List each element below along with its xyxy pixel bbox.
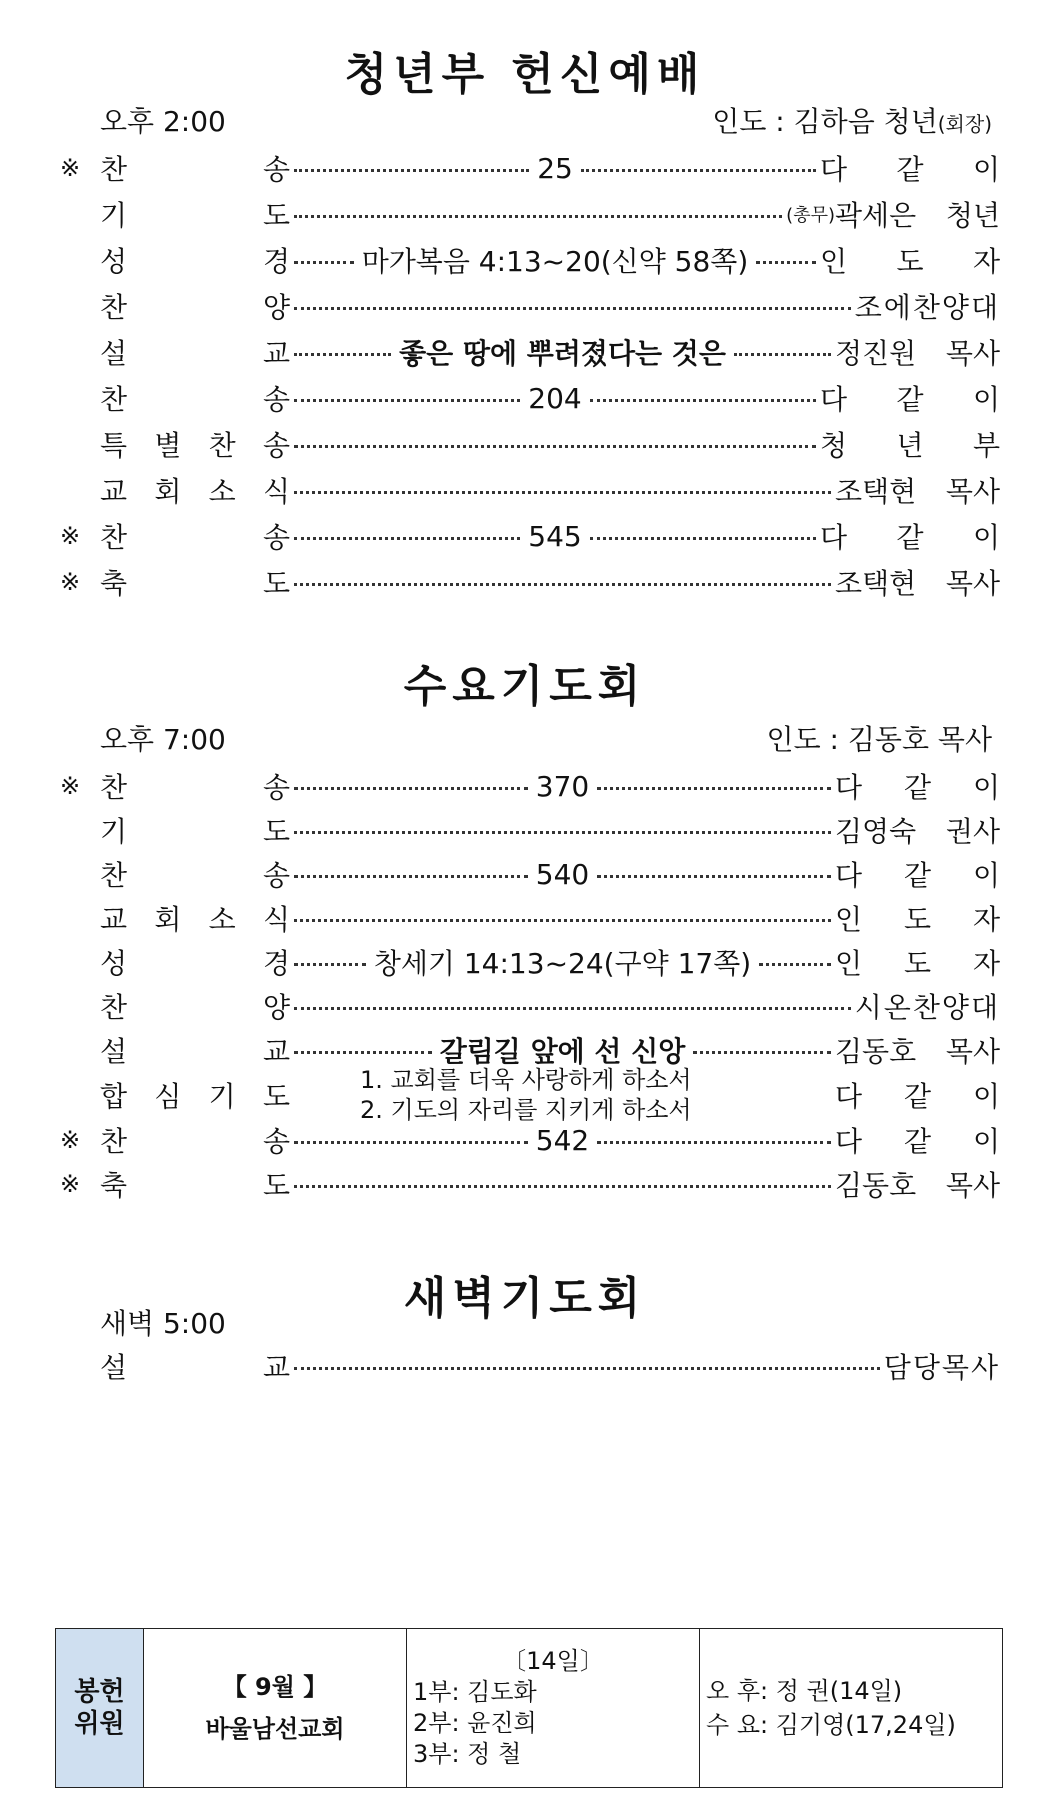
dot-leader [294,307,851,310]
offering-other-cell [700,1629,1003,1788]
order-leader-line [290,1183,835,1186]
dot-leader [294,919,831,922]
order-person [835,1120,1000,1160]
dot-leader [294,1051,432,1054]
order-person [835,942,1000,982]
order-person-part: 다 [835,1080,863,1113]
order-person-part: 담당목사 [883,1351,1000,1384]
order-label-char: 심 [154,1080,182,1113]
order-person [820,516,1000,556]
order-label-char: 설 [100,1351,128,1384]
order-label-char: 합 [100,1080,128,1113]
order-leader-line [290,942,835,982]
order-label-char: 경 [262,947,290,980]
order-leader-line [290,917,835,920]
order-person-part: 정진원 [835,337,917,370]
order-person-part: 도 [903,903,932,936]
order-row [60,1164,1000,1204]
offering-date-header: 〔14일〕 [502,1647,604,1675]
dot-leader [590,399,816,402]
unison-prayer-row [60,1062,1000,1128]
order-leader-line [290,305,855,308]
order-label [100,516,290,556]
youth-service-time: 오후 2:00 [100,105,226,138]
order-label-char: 송 [262,1125,290,1158]
order-content: 25 [537,151,573,185]
order-person-part: 자 [972,245,1000,278]
mark-symbol: ※ [60,1126,81,1154]
order-label [100,286,290,326]
order-content: 갈림길 앞에 선 신앙 [439,1035,686,1068]
order-label-char: 식 [262,903,290,936]
order-label [100,1346,290,1386]
order-label [100,986,290,1026]
leader-text: 인도 : 김하음 청년 [712,105,938,138]
order-label-char: 성 [100,947,128,980]
order-person [835,1164,1000,1204]
dot-leader [734,353,831,356]
order-label [100,378,290,418]
order-leader-line [290,581,835,584]
dot-leader [294,583,831,586]
order-person-part: 조택현 [835,567,917,600]
order-person-part: 이 [972,771,1000,804]
prayer-topics [290,1065,835,1125]
order-leader-line [290,332,835,372]
order-person-part: 다 [820,521,848,554]
mark-symbol: ※ [60,154,81,182]
order-person-part: 자 [972,947,1000,980]
youth-service-leader [712,100,992,140]
order-label [100,424,290,464]
order-person-part: 년 [896,429,924,462]
order-person [820,240,1000,280]
order-row [60,470,1000,510]
order-label-char: 설 [100,1035,128,1068]
order-row [60,1346,1000,1386]
order-person [855,286,1000,326]
order-row [60,194,1000,234]
dot-leader [294,445,816,448]
order-row [60,148,1000,188]
order-person-part: 자 [972,903,1000,936]
dot-leader [294,1185,831,1188]
prayer-topic: 2. 기도의 자리를 지키게 하소서 [360,1096,692,1124]
order-content: 좋은 땅에 뿌려졌다는 것은 [399,337,726,370]
order-label-char: 경 [262,245,290,278]
order-person-part: 목사 [945,1169,1000,1202]
mark-symbol: ※ [60,1170,81,1198]
order-content: 542 [535,1123,590,1157]
order-label-char: 축 [100,1169,128,1202]
order-person-part: 조택현 [835,475,917,508]
order-leader-line [290,152,820,185]
offering-church-group: 바울남선교회 [205,1715,345,1743]
order-label [100,562,290,602]
order-person [835,854,1000,894]
dot-leader [294,875,528,878]
order-person [835,332,1000,372]
dot-leader [294,1007,851,1010]
order-person-part: 이 [972,859,1000,892]
order-label-char: 설 [100,337,128,370]
dot-leader [756,261,816,264]
order-person-part: 다 [820,153,848,186]
dot-leader [294,261,354,264]
order-label-char: 성 [100,245,128,278]
order-label-char: 도 [262,815,290,848]
order-label-char: 기 [208,1080,236,1113]
order-person-part: 김동호 [835,1169,917,1202]
order-label-char: 회 [154,903,182,936]
order-label-char: 식 [262,475,290,508]
order-label [100,1164,290,1204]
order-person [884,1346,1000,1386]
dot-leader [294,1367,880,1370]
order-label-char: 송 [262,153,290,186]
person-prefix: (총무) [786,205,835,226]
order-leader-line [290,770,835,803]
offering-wednesday: 수 요: 김기영(17,24일) [706,1711,956,1739]
order-person-part: 같 [903,771,932,804]
offering-afternoon: 오 후: 정 권(14일) [706,1677,903,1705]
order-person-part: 인 [835,903,863,936]
order-person [835,470,1000,510]
order-leader-line [290,443,820,446]
order-person-part: 조에찬양대 [854,291,1000,324]
order-person-part: 이 [972,521,1000,554]
order-person-part: 시온찬양대 [854,991,1000,1024]
order-leader-line [290,240,820,280]
order-label-char: 특 [100,429,128,462]
order-label-char: 소 [208,903,236,936]
order-row [60,516,1000,556]
order-label-char: 찬 [100,383,128,416]
dot-leader [693,1051,831,1054]
order-row [60,810,1000,850]
order-label-char: 도 [262,567,290,600]
order-label [100,766,290,806]
order-content: 마가복음 4:13~20(신약 58쪽) [361,245,749,278]
order-person-part: 김영숙 [835,815,917,848]
dot-leader [294,353,391,356]
order-label-char: 송 [262,859,290,892]
order-label-char: 송 [262,429,290,462]
order-label [100,1075,290,1115]
order-person-part: 이 [972,153,1000,186]
order-person-part: 도 [896,245,924,278]
order-person-part: 권사 [945,815,1000,848]
order-person-part: 인 [835,947,863,980]
order-label-char: 기 [100,815,128,848]
order-content: 540 [535,857,590,891]
order-label [100,470,290,510]
order-leader-line [290,1124,835,1157]
order-person-part: 청 [820,429,848,462]
dot-leader [597,787,831,790]
offering-committee-label: 봉헌 위원 [56,1629,144,1788]
dot-leader [590,537,816,540]
order-label-char: 도 [262,199,290,232]
order-label-char: 별 [154,429,182,462]
order-row [60,898,1000,938]
order-label-char: 교 [100,475,128,508]
order-person-part: 같 [896,521,924,554]
order-person-part: 목사 [945,567,1000,600]
order-row [60,562,1000,602]
order-leader-line [290,829,835,832]
order-content: 545 [528,519,582,553]
order-person-part: 청년 [945,199,1000,232]
order-leader-line [290,213,786,216]
order-person-part: 같 [896,153,924,186]
order-person-part: 다 [835,1125,863,1158]
dot-leader [294,169,529,172]
mark-symbol: ※ [60,568,81,596]
order-person-part: 이 [972,1125,1000,1158]
order-leader-line [290,1005,855,1008]
order-row [60,766,1000,806]
order-label-char: 기 [100,199,128,232]
offering-committee-table [55,1628,1003,1788]
dawn-time: 새벽 5:00 [100,1307,226,1340]
dot-leader [597,1141,831,1144]
order-person [855,986,1000,1026]
order-leader-line [290,520,820,553]
order-person [835,810,1000,850]
order-row [60,378,1000,418]
dot-leader [294,831,831,834]
order-person [820,378,1000,418]
order-label [100,194,290,234]
order-label-char: 교 [262,1351,290,1384]
order-label-char: 찬 [100,153,128,186]
order-person-part: 인 [820,245,848,278]
order-label [100,1120,290,1160]
order-content: 창세기 14:13~24(구약 17쪽) [373,947,752,980]
order-person [835,898,1000,938]
order-content: 204 [528,381,582,415]
order-label-char: 찬 [100,859,128,892]
dot-leader [759,963,831,966]
order-person-part: 다 [835,859,863,892]
order-label-char: 양 [262,291,290,324]
order-person [820,148,1000,188]
order-leader-line [290,858,835,891]
mark-symbol: ※ [60,772,81,800]
order-label-char: 회 [154,475,182,508]
wednesday-time: 오후 7:00 [100,723,226,756]
order-row [60,286,1000,326]
order-label [100,898,290,938]
dot-leader [581,169,816,172]
order-row [60,1120,1000,1160]
order-person-part: 목사 [945,475,1000,508]
order-label-char: 송 [262,521,290,554]
youth-service-title: 청년부 헌신예배 [344,49,706,100]
order-person-part: 같 [903,859,932,892]
order-label-char: 교 [262,337,290,370]
order-person [820,424,1000,464]
order-person-part: 도 [903,947,932,980]
order-content: 370 [535,769,590,803]
order-leader-line [290,382,820,415]
dot-leader [294,1141,528,1144]
order-label-char: 찬 [100,1125,128,1158]
order-person-part: 이 [972,1080,1000,1113]
order-label [100,854,290,894]
leader-note: (회장) [937,112,992,136]
order-label-char: 찬 [100,521,128,554]
order-person [835,194,1000,234]
order-label-char: 송 [262,383,290,416]
order-label-char: 도 [262,1169,290,1202]
dot-leader [294,537,520,540]
order-label-char: 도 [262,1080,290,1113]
order-row [60,986,1000,1026]
order-person-part: 이 [972,383,1000,416]
order-label [100,810,290,850]
dot-leader [294,215,782,218]
order-label-char: 송 [262,771,290,804]
order-label [100,148,290,188]
order-label-char: 양 [262,991,290,1024]
mark-symbol: ※ [60,522,81,550]
order-label-char: 교 [100,903,128,936]
order-label [100,332,290,372]
order-label-char: 찬 [100,291,128,324]
order-label-char: 소 [208,475,236,508]
order-label-char: 교 [262,1035,290,1068]
order-row [60,424,1000,464]
dawn-title: 새벽기도회 [403,1273,647,1324]
dot-leader [294,399,520,402]
prayer-topic: 1. 교회를 더욱 사랑하게 하소서 [360,1066,692,1094]
order-row [60,942,1000,982]
order-person-part: 곽세은 [835,199,917,232]
dot-leader [294,491,831,494]
order-person-part: 부 [972,429,1000,462]
order-label [100,942,290,982]
order-leader-line [290,1365,884,1368]
order-label-char: 찬 [208,429,236,462]
order-person-part: 다 [835,771,863,804]
offering-month: 【 9월 】 [222,1673,328,1701]
dot-leader [294,963,366,966]
order-person-part: 다 [820,383,848,416]
order-person-part: 김동호 [835,1035,917,1068]
order-label-char: 찬 [100,771,128,804]
order-person-part: 같 [903,1125,932,1158]
order-person [835,1075,1000,1115]
order-person-part: 목사 [945,1035,1000,1068]
offering-part-3: 3부: 정 철 [413,1740,522,1768]
order-row [60,854,1000,894]
order-person [835,766,1000,806]
dot-leader [294,787,528,790]
order-person [835,562,1000,602]
wednesday-leader: 인도 : 김동호 목사 [766,723,992,756]
order-person-part: 같 [903,1080,932,1113]
wednesday-title: 수요기도회 [403,661,647,712]
offering-part-2: 2부: 윤진희 [413,1709,537,1737]
offering-part-1: 1부: 김도화 [413,1678,537,1706]
offering-month-cell [144,1629,407,1788]
order-person-part: 같 [896,383,924,416]
order-label-char: 축 [100,567,128,600]
order-label-char: 찬 [100,991,128,1024]
order-row [60,240,1000,280]
order-label [100,240,290,280]
order-leader-line [290,489,835,492]
order-person-part: 목사 [945,337,1000,370]
offering-parts-cell [407,1629,700,1788]
order-row [60,332,1000,372]
dot-leader [597,875,831,878]
